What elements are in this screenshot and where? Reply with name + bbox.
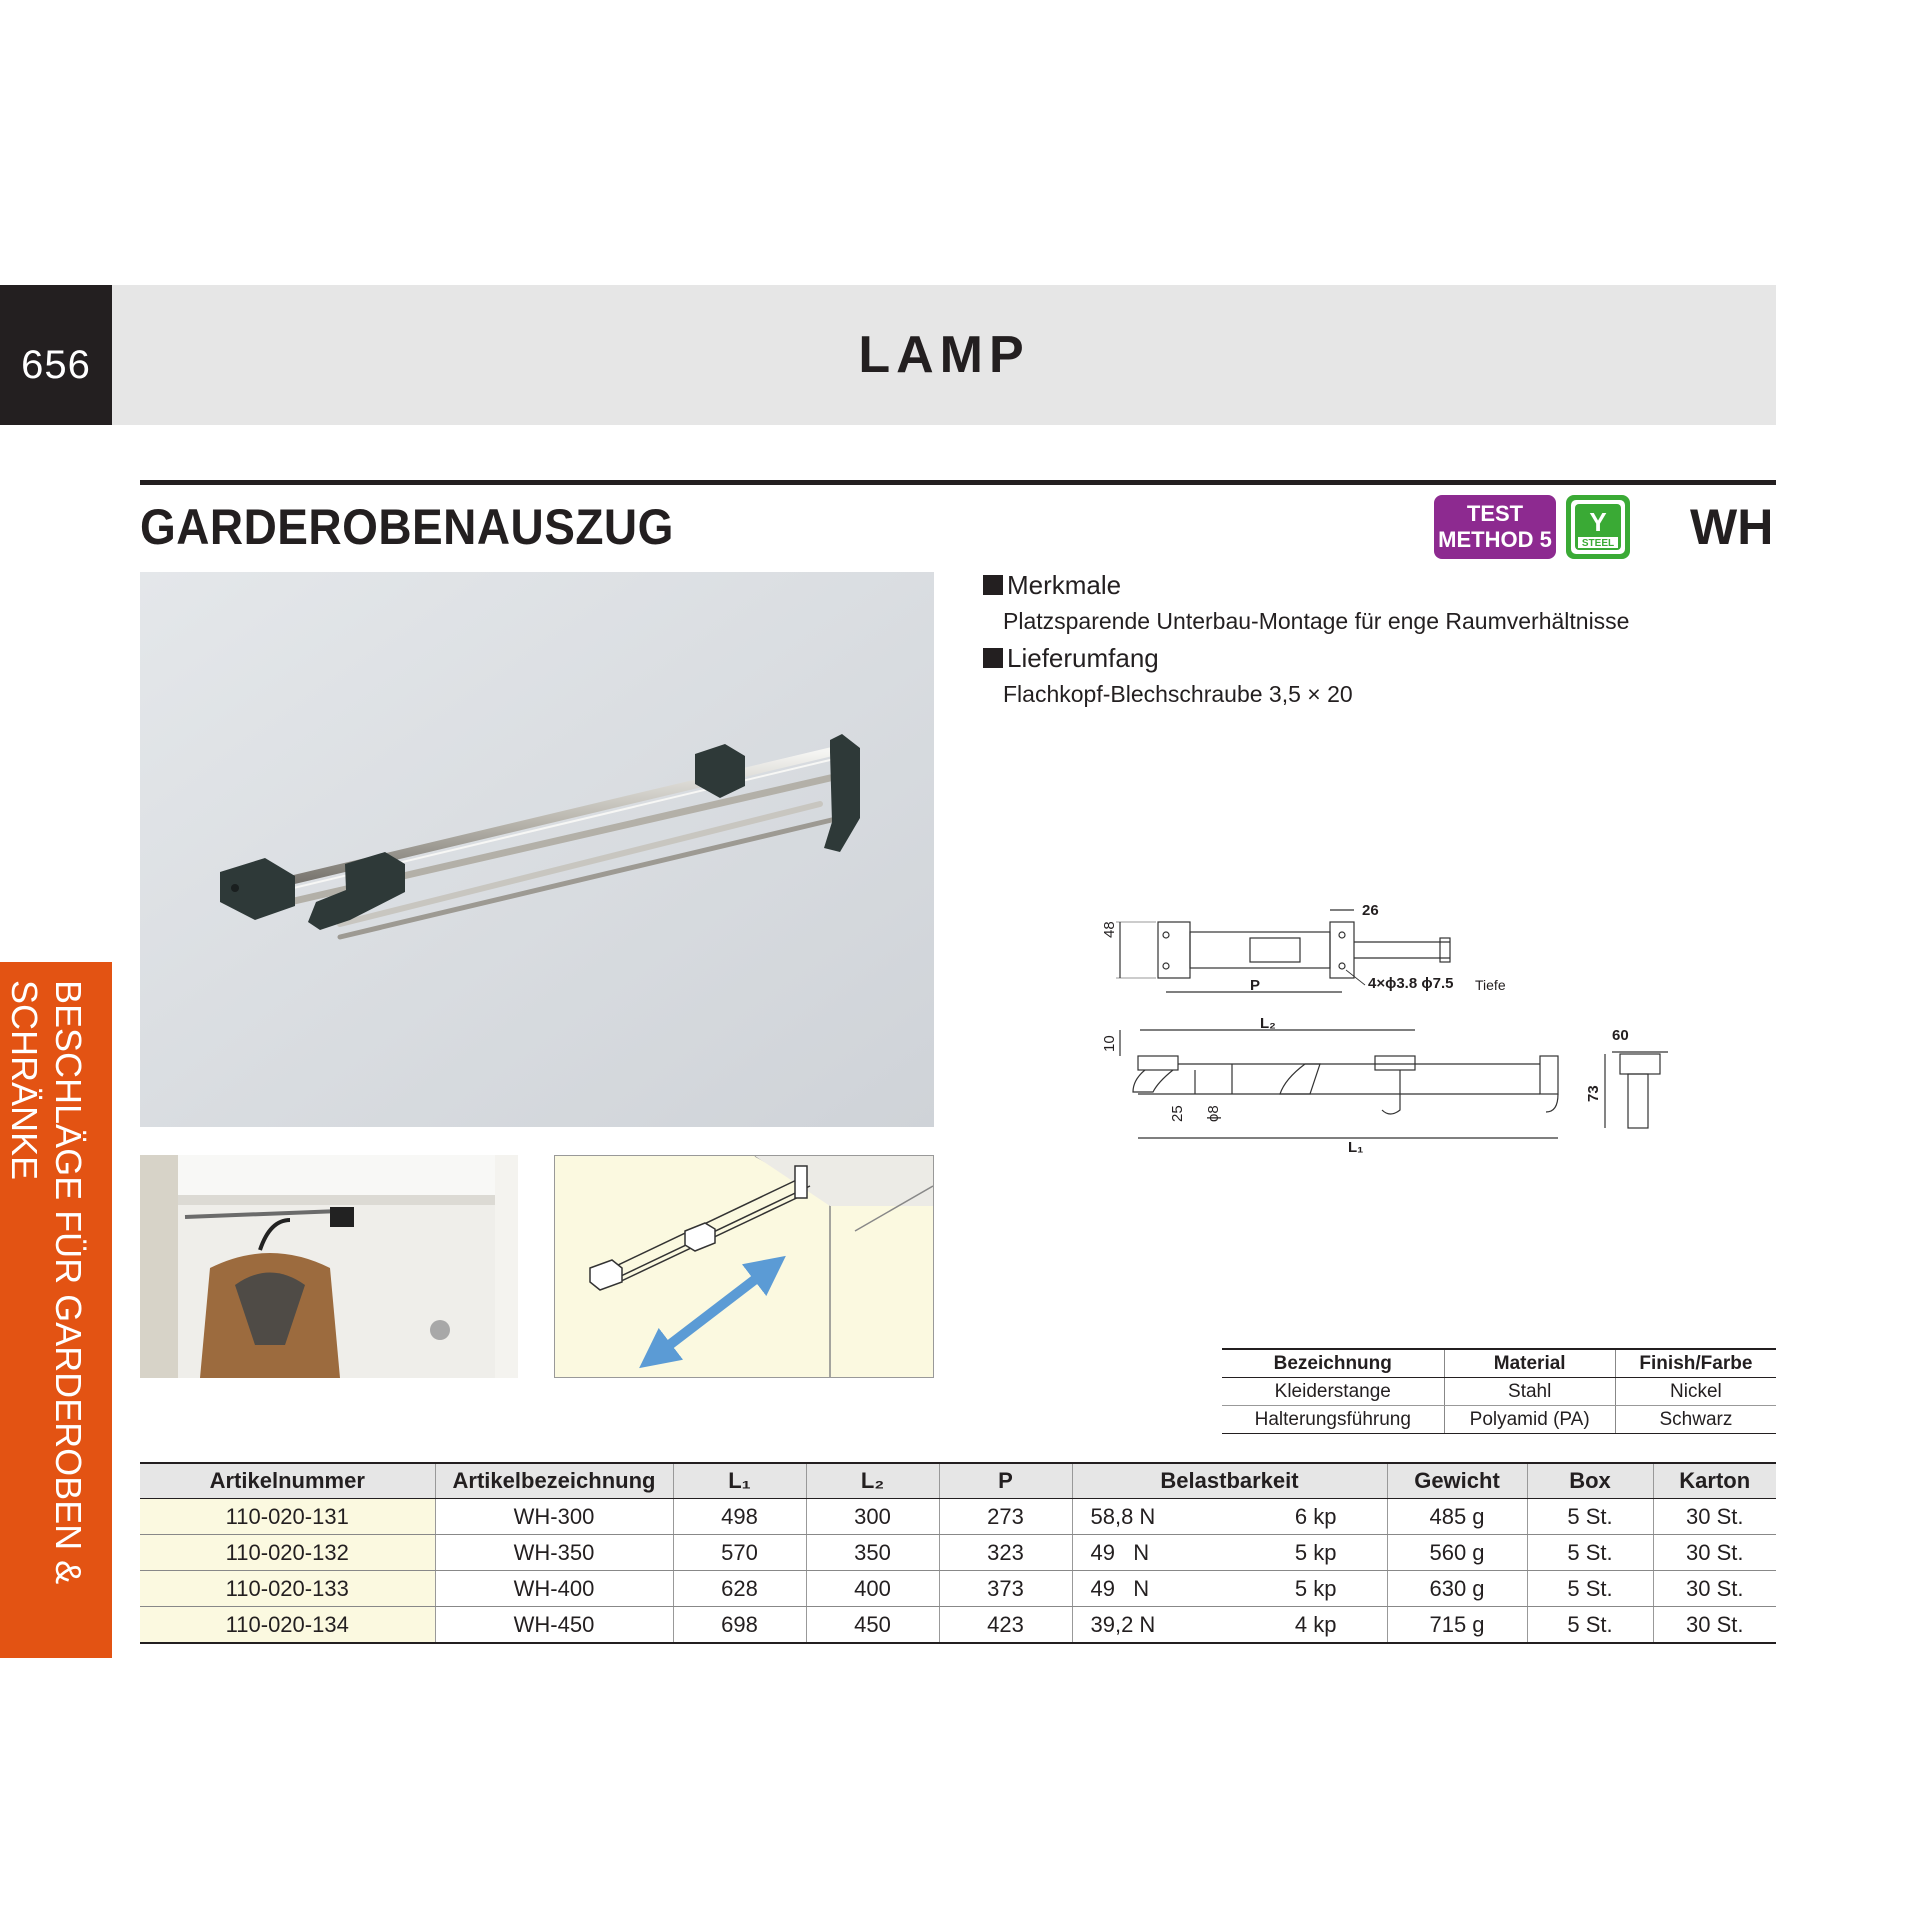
model-code: WH — [1690, 499, 1774, 555]
square-bullet-icon — [983, 575, 1003, 595]
table-cell: 570 — [673, 1535, 806, 1571]
table-cell: 110-020-133 — [140, 1571, 435, 1607]
table-row — [140, 1607, 1776, 1644]
table-cell: 300 — [806, 1499, 939, 1535]
svg-text:4×ϕ3.8 ϕ7.5: 4×ϕ3.8 ϕ7.5 — [1368, 975, 1454, 992]
table-cell: 423 — [939, 1607, 1072, 1644]
table-cell: 5 St. — [1527, 1499, 1653, 1535]
col-l1: L₁ — [673, 1463, 806, 1499]
table-row — [140, 1571, 1776, 1607]
features-text: Platzsparende Unterbau-Montage für enge Raumverhältnisse — [1003, 608, 1630, 634]
material-col-header: Finish/Farbe — [1615, 1349, 1776, 1378]
table-cell: 630 g — [1387, 1571, 1527, 1607]
steel-letter: Y — [1589, 507, 1607, 537]
brand-logo: LAMP — [858, 326, 1030, 384]
svg-text:P: P — [1250, 977, 1261, 994]
motion-diagram — [554, 1155, 934, 1378]
table-cell: 560 g — [1387, 1535, 1527, 1571]
svg-text:10: 10 — [1101, 1035, 1118, 1052]
square-bullet-icon — [983, 648, 1003, 668]
closet-photo — [140, 1155, 518, 1378]
table-cell: 400 — [806, 1571, 939, 1607]
table-cell: 323 — [939, 1535, 1072, 1571]
table-cell: 5 St. — [1527, 1535, 1653, 1571]
material-cell: Halterungsführung — [1222, 1406, 1444, 1434]
material-table — [1222, 1348, 1776, 1434]
svg-text:73: 73 — [1585, 1085, 1602, 1102]
table-row — [140, 1535, 1776, 1571]
steel-icon — [1566, 495, 1630, 559]
col-box: Box — [1527, 1463, 1653, 1499]
material-cell: Nickel — [1615, 1378, 1776, 1406]
table-cell: WH-400 — [435, 1571, 673, 1607]
table-cell: WH-450 — [435, 1607, 673, 1644]
table-cell: 498 — [673, 1499, 806, 1535]
svg-text:Tiefe: Tiefe — [1475, 977, 1506, 993]
table-cell: 39,2 N — [1072, 1607, 1227, 1644]
side-tab-label: BESCHLÄGE FÜR GARDEROBEN & SCHRÄNKE — [4, 980, 89, 1585]
steel-badge — [1566, 495, 1630, 559]
table-cell: 30 St. — [1653, 1607, 1776, 1644]
table-cell: 58,8 N — [1072, 1499, 1227, 1535]
table-cell: WH-300 — [435, 1499, 673, 1535]
table-cell: 49 N — [1072, 1571, 1227, 1607]
svg-text:L₁: L₁ — [1348, 1139, 1364, 1156]
col-artikelnummer: Artikelnummer — [140, 1463, 435, 1499]
table-cell: 450 — [806, 1607, 939, 1644]
material-cell: Stahl — [1444, 1378, 1615, 1406]
table-cell: 628 — [673, 1571, 806, 1607]
table-cell: 715 g — [1387, 1607, 1527, 1644]
col-gewicht: Gewicht — [1387, 1463, 1527, 1499]
table-cell: 373 — [939, 1571, 1072, 1607]
material-header-row — [1222, 1349, 1776, 1378]
steel-label: STEEL — [1581, 538, 1615, 549]
badge-test-line2: METHOD 5 — [1438, 527, 1552, 552]
technical-drawing — [1100, 880, 1670, 1200]
table-cell: 485 g — [1387, 1499, 1527, 1535]
table-cell: 4 kp — [1227, 1607, 1387, 1644]
material-cell: Polyamid (PA) — [1444, 1406, 1615, 1434]
material-row — [1222, 1406, 1776, 1434]
test-method-badge — [1434, 495, 1556, 559]
col-artikelbezeichnung: Artikelbezeichnung — [435, 1463, 673, 1499]
col-belastbarkeit: Belastbarkeit — [1072, 1463, 1387, 1499]
delivery-heading: Lieferumfang — [983, 643, 1159, 674]
material-cell: Kleiderstange — [1222, 1378, 1444, 1406]
article-table — [140, 1462, 1776, 1644]
svg-text:60: 60 — [1612, 1027, 1629, 1044]
table-cell: 5 kp — [1227, 1535, 1387, 1571]
col-karton: Karton — [1653, 1463, 1776, 1499]
page-number: 656 — [0, 285, 112, 425]
features-heading: Merkmale — [983, 570, 1121, 601]
table-cell: 5 St. — [1527, 1571, 1653, 1607]
col-p: P — [939, 1463, 1072, 1499]
table-cell: 6 kp — [1227, 1499, 1387, 1535]
product-photo — [140, 572, 934, 1127]
table-cell: 30 St. — [1653, 1535, 1776, 1571]
col-l2: L₂ — [806, 1463, 939, 1499]
svg-text:L₂: L₂ — [1260, 1015, 1276, 1032]
table-cell: 698 — [673, 1607, 806, 1644]
delivery-text: Flachkopf-Blechschraube 3,5 × 20 — [1003, 681, 1353, 707]
table-cell: 49 N — [1072, 1535, 1227, 1571]
table-cell: WH-350 — [435, 1535, 673, 1571]
material-col-header: Material — [1444, 1349, 1615, 1378]
material-row — [1222, 1378, 1776, 1406]
svg-text:26: 26 — [1362, 902, 1379, 919]
table-cell: 30 St. — [1653, 1571, 1776, 1607]
svg-text:ϕ8: ϕ8 — [1205, 1105, 1222, 1122]
material-col-header: Bezeichnung — [1222, 1349, 1444, 1378]
svg-text:48: 48 — [1101, 921, 1118, 938]
material-cell: Schwarz — [1615, 1406, 1776, 1434]
table-cell: 5 St. — [1527, 1607, 1653, 1644]
table-cell: 110-020-132 — [140, 1535, 435, 1571]
title-rule — [140, 480, 1776, 485]
table-cell: 110-020-131 — [140, 1499, 435, 1535]
badge-test-line1: TEST — [1466, 501, 1524, 526]
page-title: GARDEROBENAUSZUG — [140, 499, 674, 555]
table-cell: 110-020-134 — [140, 1607, 435, 1644]
svg-text:25: 25 — [1169, 1105, 1186, 1122]
table-cell: 30 St. — [1653, 1499, 1776, 1535]
table-cell: 273 — [939, 1499, 1072, 1535]
table-cell: 350 — [806, 1535, 939, 1571]
table-cell: 5 kp — [1227, 1571, 1387, 1607]
article-header-row — [140, 1463, 1776, 1499]
table-row — [140, 1499, 1776, 1535]
